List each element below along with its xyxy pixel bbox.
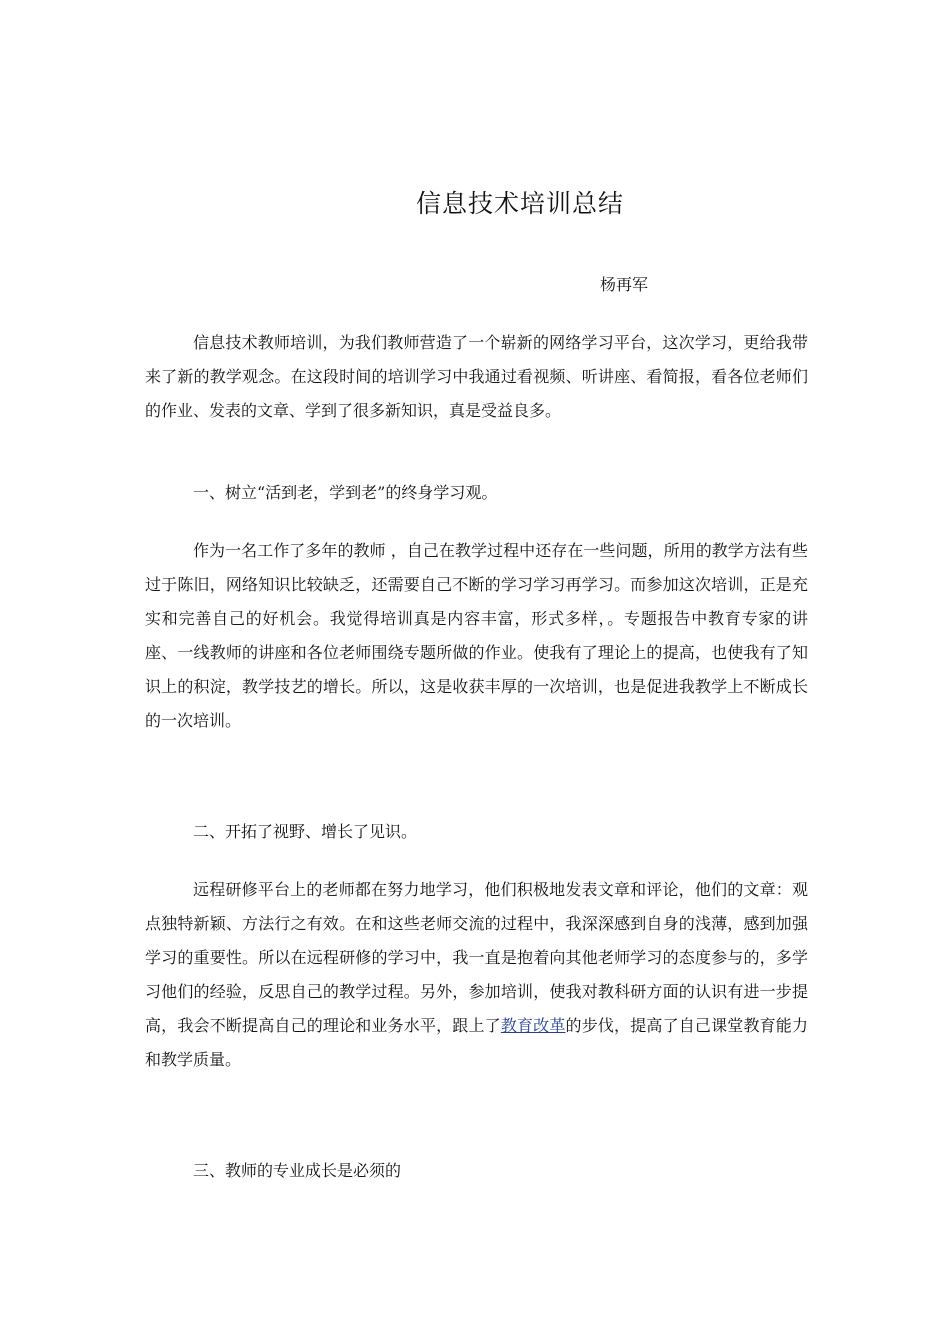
- document-title: 信息技术培训总结: [415, 189, 624, 218]
- author-name: 杨再军: [600, 275, 649, 294]
- section-1-heading: 一、树立“活到老，学到老”的终身学习观。: [193, 483, 498, 502]
- intro-paragraph: 信息技术教师培训，为我们教师营造了一个崭新的网络学习平台，这次学习，更给我带来了新的教学观念。在这段时间的培训学习中我通过看视频、听讲座、看简报，看各位老师们的作业、发表的文章、学到了很多新知识，真是受益良多。: [145, 333, 808, 420]
- education-reform-link[interactable]: 教育改革: [500, 1016, 566, 1035]
- section-2-heading: 二、开拓了视野、增长了见识。: [193, 822, 418, 841]
- section-3-heading: 三、教师的专业成长是必须的: [193, 1161, 402, 1180]
- section-1-paragraph: 作为一名工作了多年的教师 ，自己在教学过程中还存在一些问题，所用的教学方法有些过于陈旧，网络知识比较缺乏，还需要自己不断的学习学习再学习。而参加这次培训，正是充实和完善自己的好机会。我觉得培训真是内容丰富，形式多样，。专题报告中教育专家的讲座、一线教师的讲座和各位老师围绕专题所做的作业。使我有了理论上的提高，也使我有了知识上的积淀，教学技艺的增长。所以，这是收获丰厚的一次培训，也是促进我教学上不断成长的一次培训。: [145, 541, 808, 730]
- section-2-text-after-link: 的步伐，提高了自己课堂教育能力和教学质量。: [145, 1016, 808, 1069]
- section-2-paragraph: [145, 873, 808, 1077]
- section-2-text-before-link: 远程研修平台上的老师都在努力地学习，他们积极地发表文章和评论，他们的文章：观点独特新颖、方法行之有效。在和这些老师交流的过程中，我深深感到自身的浅薄，感到加强学习的重要性。所以在远程研修的学习中，我一直是抱着向其他老师学习的态度参与的，多学习他们的经验，反思自己的教学过程。另外，参加培训，使我对教科研方面的认识有进一步提高，我会不断提高自己的理论和业务水平，跟上了: [145, 880, 808, 1035]
